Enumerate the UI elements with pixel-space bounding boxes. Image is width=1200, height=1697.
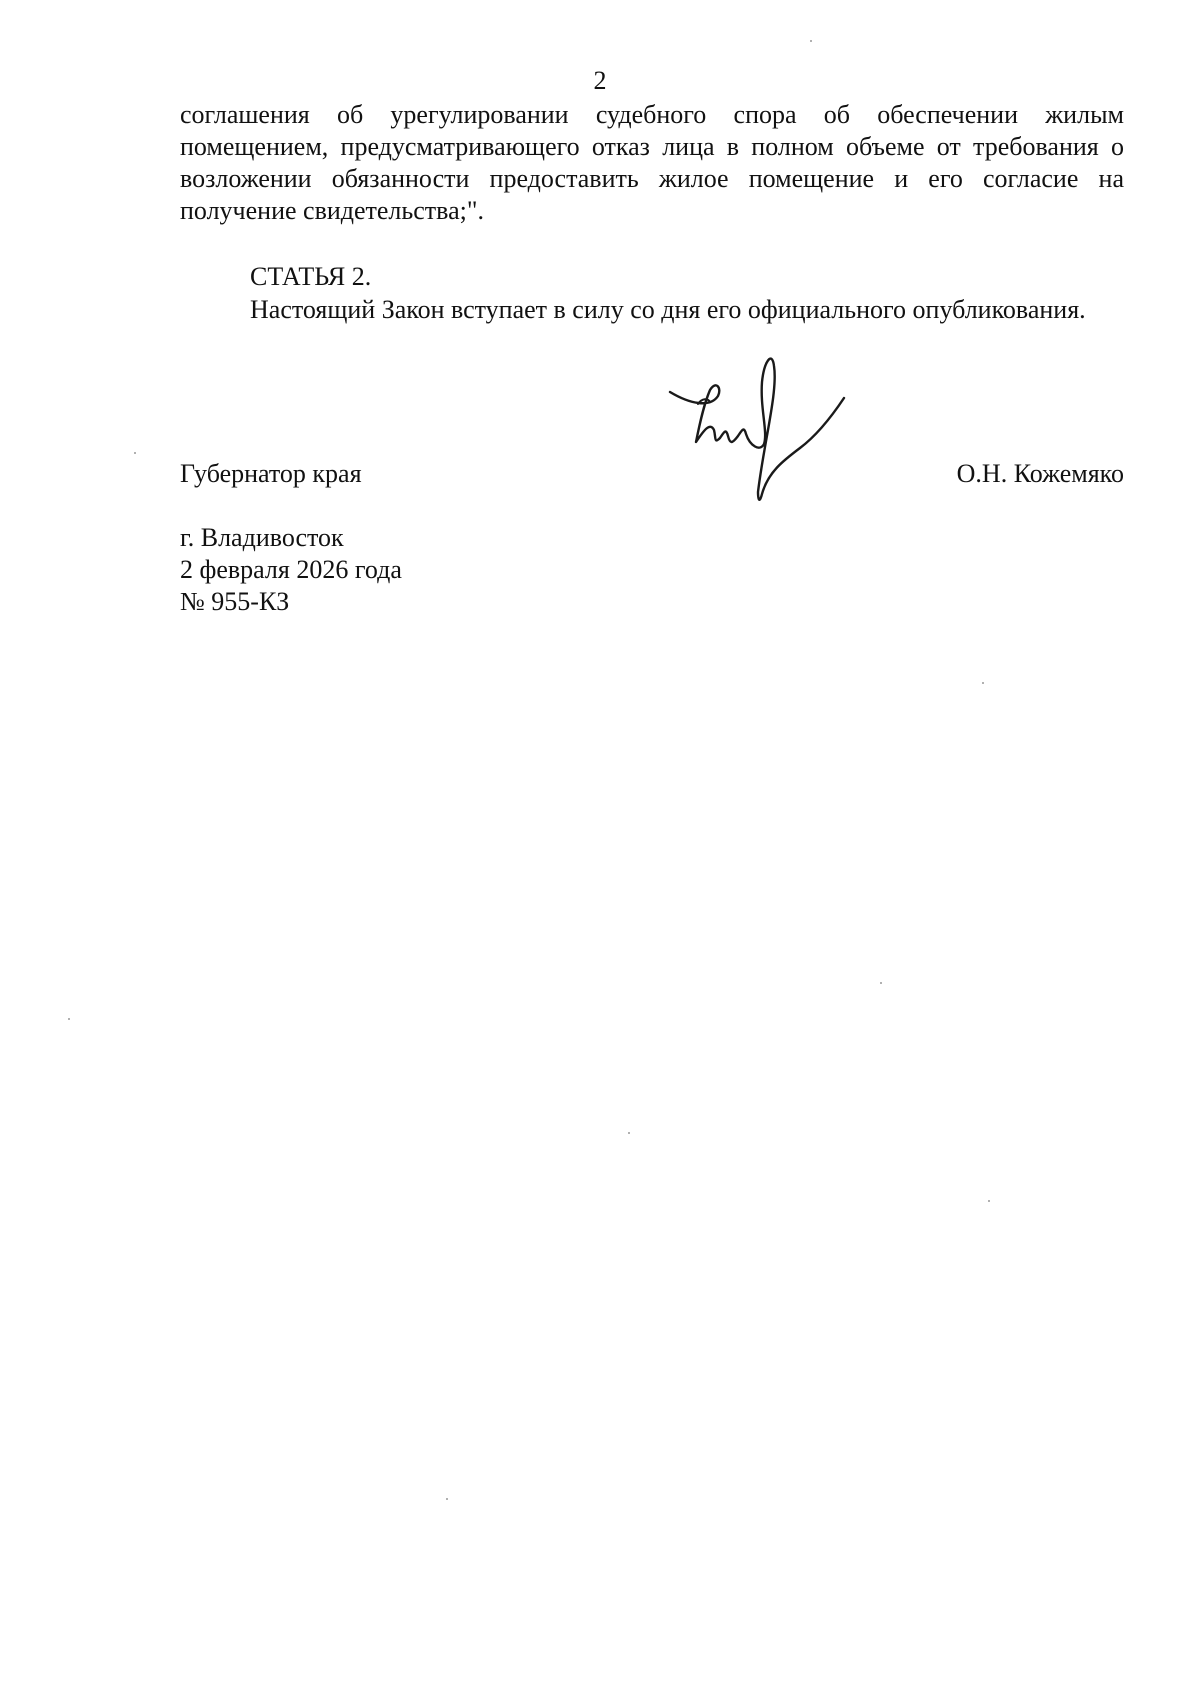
- scan-speck: [446, 1498, 448, 1500]
- page-number: 2: [593, 66, 607, 95]
- scan-speck: [68, 1018, 70, 1020]
- document-city: г. Владивосток: [180, 523, 344, 552]
- document-meta: [180, 522, 402, 618]
- scan-speck: [134, 452, 136, 454]
- document-date: 2 февраля 2026 года: [180, 555, 402, 584]
- document-number: № 955-КЗ: [180, 587, 290, 616]
- signer-name: О.Н. Кожемяко: [956, 459, 1124, 488]
- article-text: Настоящий Закон вступает в силу со дня его официального опубликования.: [250, 295, 1086, 324]
- scan-speck: [988, 1200, 990, 1202]
- scan-speck: [628, 1132, 630, 1134]
- handwritten-signature-icon: [660, 352, 850, 512]
- paragraph-continuation: соглашения об урегулировании судебного спора об обеспечении жилым помещением, предусматривающего отказ лица в полном объеме от требования о возложении обязанности предоставить жилое помещение и его согласие на получение свидетельства;".: [180, 100, 1124, 225]
- scan-speck: [982, 682, 984, 684]
- scan-speck: [880, 982, 882, 984]
- article-heading: СТАТЬЯ 2.: [250, 262, 372, 291]
- signer-title: Губернатор края: [180, 459, 362, 488]
- scan-speck: [810, 40, 812, 42]
